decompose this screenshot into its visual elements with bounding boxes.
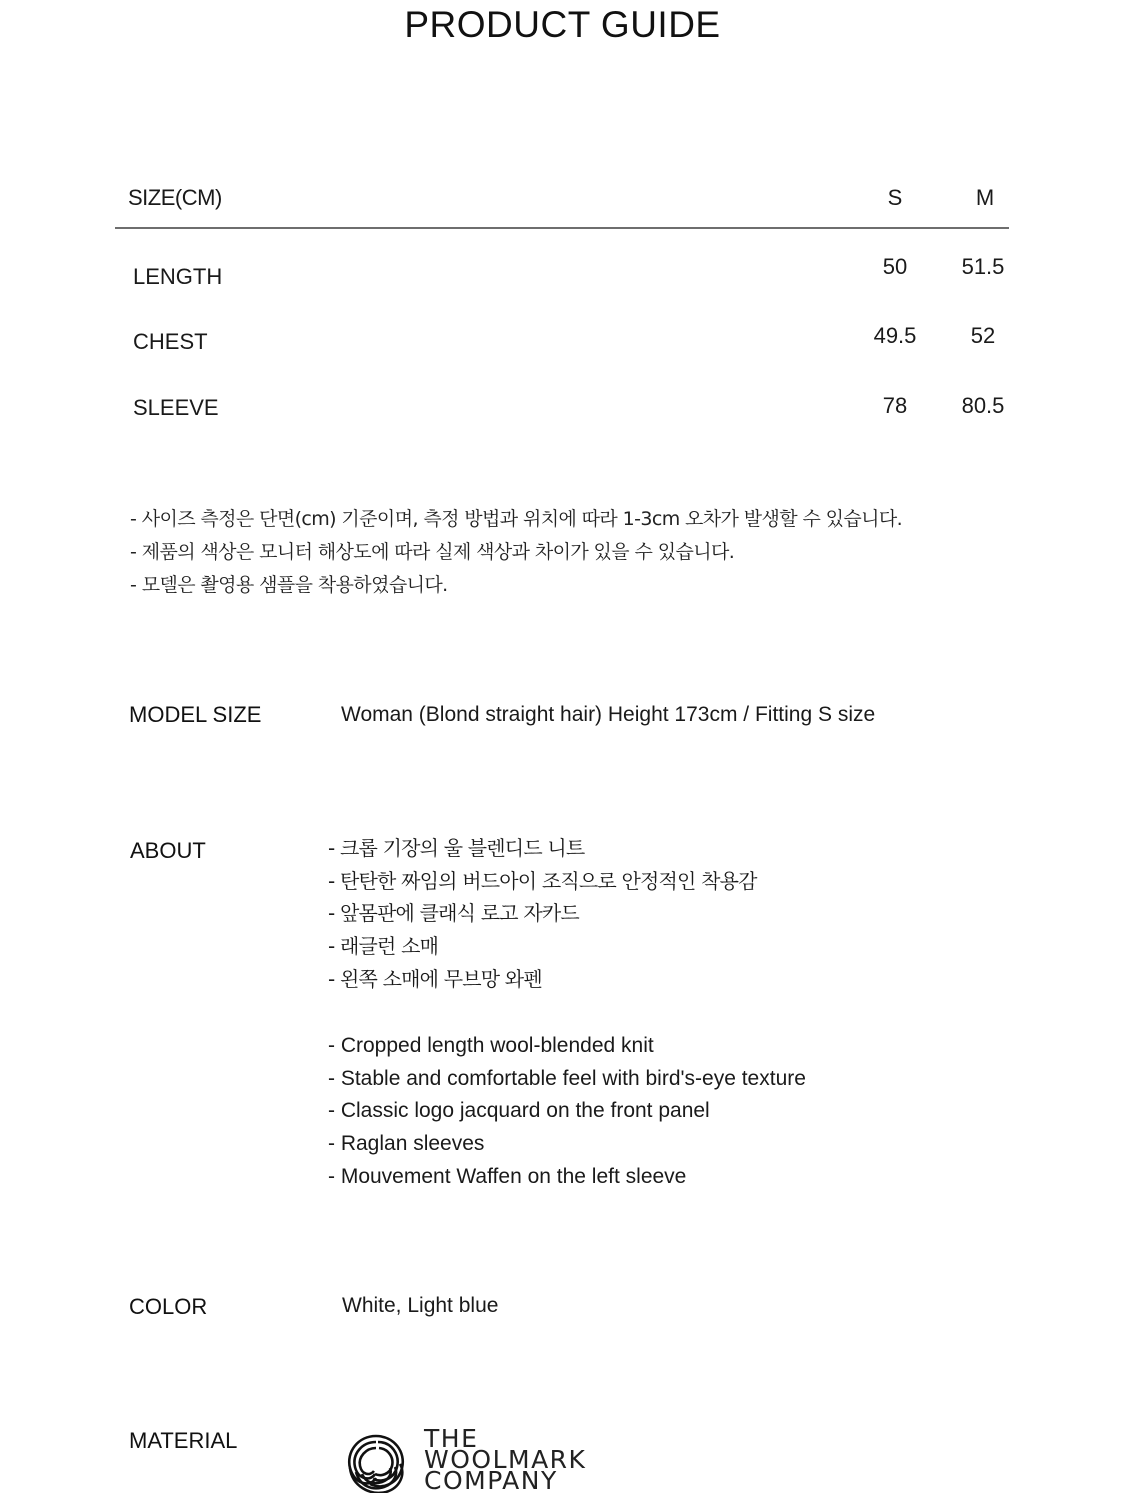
- woolmark-logo: [340, 1424, 587, 1493]
- size-table-header-label: SIZE(CM): [128, 185, 222, 210]
- column-header-s: S: [887, 185, 903, 210]
- cell-length-m: 51.5: [961, 254, 1005, 279]
- model-size-label: MODEL SIZE: [129, 702, 262, 727]
- list-item: - Cropped length wool-blended knit: [328, 1034, 654, 1057]
- row-label-chest: CHEST: [133, 329, 208, 354]
- column-header-m: M: [975, 185, 995, 210]
- list-item: - Raglan sleeves: [328, 1132, 485, 1156]
- model-size-value: Woman (Blond straight hair) Height 173cm / Fitting S size: [341, 703, 876, 726]
- list-item: - Stable and comfortable feel with bird's-eye texture: [328, 1066, 806, 1090]
- about-list-korean: [328, 832, 757, 996]
- cell-sleeve-m: 80.5: [961, 393, 1005, 418]
- list-item: - 앞몸판에 클래식 로고 자카드: [328, 901, 579, 926]
- woolmark-wordmark: [424, 1424, 587, 1493]
- color-label: COLOR: [129, 1294, 208, 1319]
- cell-chest-s: 49.5: [873, 323, 917, 348]
- note-line: - 모델은 촬영용 샘플을 착용하였습니다.: [130, 574, 448, 596]
- cell-sleeve-s: 78: [882, 393, 908, 418]
- row-label-length: LENGTH: [133, 264, 223, 289]
- woolmark-line: COMPANY: [424, 1466, 558, 1493]
- color-value: White, Light blue: [342, 1294, 499, 1317]
- list-item: - Classic logo jacquard on the front panel: [328, 1099, 710, 1123]
- woolmark-line: WOOLMARK: [424, 1445, 587, 1474]
- about-list-english: [328, 1030, 806, 1194]
- list-item: - 왼쪽 소매에 무브망 와펜: [328, 966, 542, 991]
- list-item: - 래글런 소매: [328, 934, 439, 959]
- list-item: - 탄탄한 짜임의 버드아이 조직으로 안정적인 착용감: [328, 868, 757, 893]
- cell-length-s: 50: [882, 254, 908, 279]
- page-title: PRODUCT GUIDE: [404, 4, 721, 45]
- list-item: - Mouvement Waffen on the left sleeve: [328, 1164, 687, 1188]
- note-line: - 사이즈 측정은 단면(cm) 기준이며, 측정 방법과 위치에 따라 1-3cm 오차가 발생할 수 있습니다.: [130, 508, 903, 530]
- material-label: MATERIAL: [129, 1428, 238, 1453]
- woolmark-icon: [340, 1428, 412, 1493]
- cell-chest-m: 52: [970, 323, 996, 348]
- size-notes: [130, 503, 902, 602]
- about-label: ABOUT: [130, 838, 206, 863]
- note-line: - 제품의 색상은 모니터 해상도에 따라 실제 색상과 차이가 있을 수 있습니다.: [130, 541, 735, 563]
- list-item: - 크롭 기장의 울 블렌디드 니트: [328, 836, 585, 860]
- woolmark-line: THE: [424, 1424, 479, 1453]
- table-divider: [115, 227, 1009, 229]
- row-label-sleeve: SLEEVE: [133, 395, 219, 420]
